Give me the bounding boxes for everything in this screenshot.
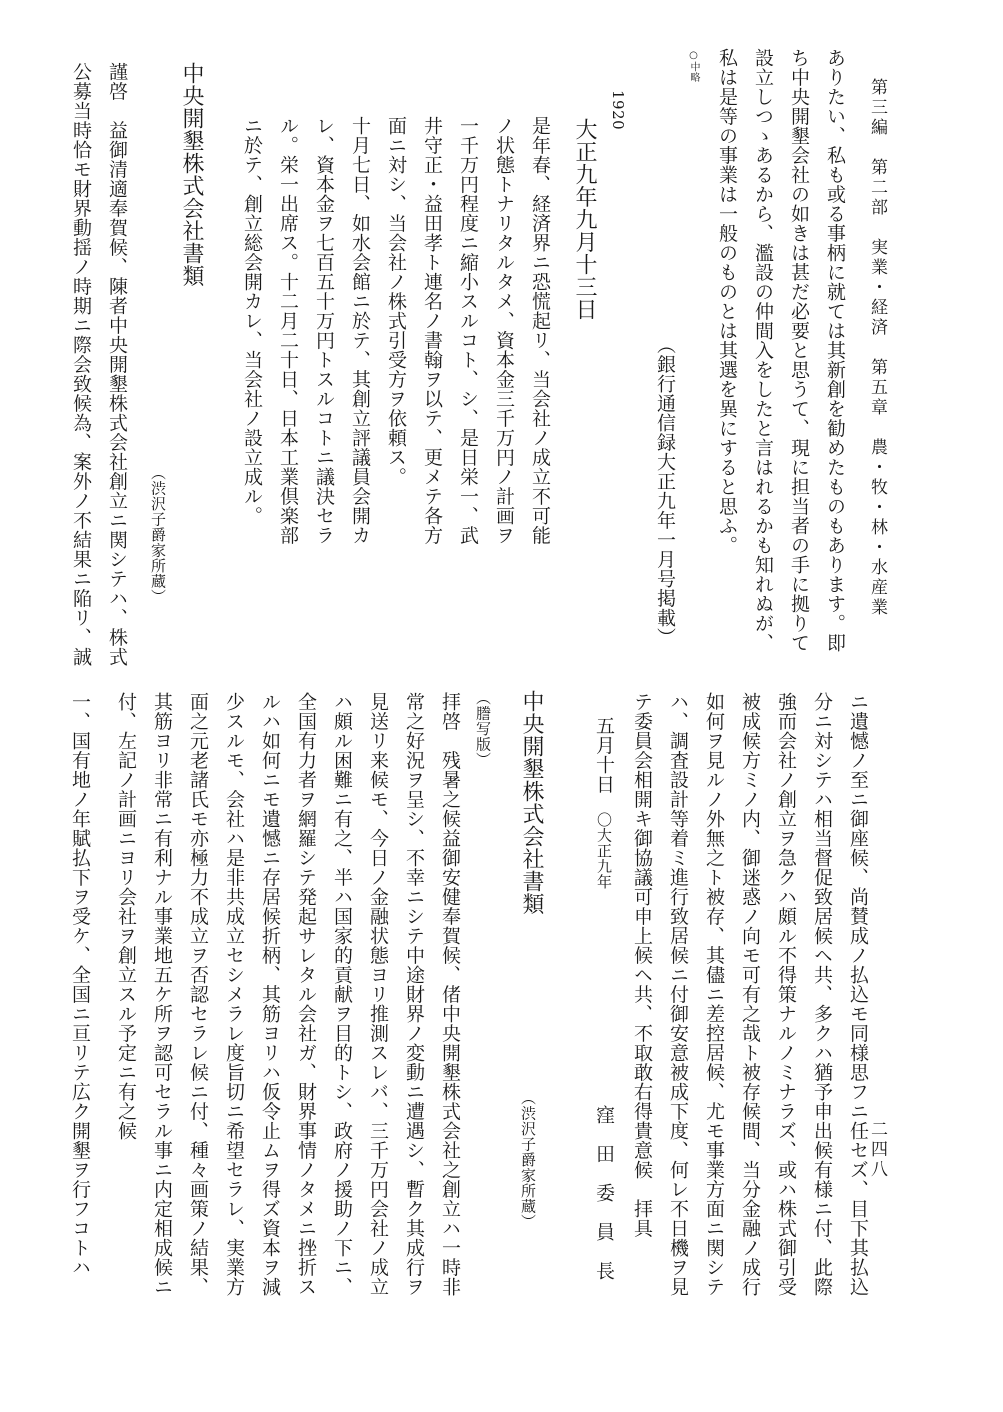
body-line: 見送リ来候モ、今日ノ金融状態ヨリ推測スレバ、三千万円会社ノ成立: [367, 692, 389, 1297]
body-line: 一千万円程度ニ縮小スルコト、シ、是日栄一、武: [457, 116, 479, 545]
letter-line: 公募当時恰モ財界動揺ノ時期ニ際会致候為、案外ノ不結果ニ陥リ、誠: [70, 62, 92, 667]
body-line: ノ状態トナリタルタメ、資本金三千万円ノ計画ヲ: [493, 116, 515, 545]
paragraph-line: 設立しつゝあるから、濫設の仲間入をしたと言はれるかも知れぬが、: [752, 48, 774, 653]
letter-cont-line: ハ、調査設計等着ミ進行致居候ニ付御安意被成下度、何レ不日機ヲ見: [667, 692, 689, 1297]
body-line: ニ於テ、創立総会開カレ、当会社ノ設立成ル。: [241, 116, 263, 526]
paragraph-line: 私は是等の事業は一般のものとは其選を異にすると思ふ。: [716, 48, 738, 555]
print-note: （謄写版）: [474, 690, 492, 768]
source-citation: （銀行通信録大正九年一月号掲載）: [654, 335, 676, 647]
letter-cont-line: 分ニ対シテハ相当督促致居候ヘ共、多クハ猶予申出候有様ニ付、此際: [811, 692, 833, 1297]
body-line: 拝啓 残暑之候益御安健奉賀候、偖中央開墾株式会社之創立ハ一時非: [439, 692, 461, 1297]
letter-cont-line: 如何ヲ見ルノ外無之ト被存、其儘ニ差控居候、尤モ事業方面ニ関シテ: [703, 692, 725, 1297]
document-source: （渋沢子爵家所蔵）: [149, 465, 167, 605]
body-line: ル。栄一出席ス。十二月二十日、日本工業倶楽部: [277, 116, 299, 545]
body-line: 全国有力者ヲ網羅シテ発起サレタル会社ガ、財界事情ノタメニ挫折ス: [295, 692, 317, 1297]
letter-cont-line: テ委員会相開キ御協議可申上候ヘ共、不取敢右得貴意候 拝具: [631, 692, 653, 1238]
body-line: 少スルモ、会社ハ是非共成立セシメラレ度旨切ニ希望セラレ、実業方: [223, 692, 245, 1297]
letter-line: 謹啓 益御清適奉賀候、陳者中央開墾株式会社創立ニ関シテハ、株式: [106, 62, 128, 667]
signature-name: 窪 田 委 員 長: [593, 1105, 615, 1281]
letter-cont-line: 強而会社ノ創立ヲ急クハ頗ル不得策ナルノミナラズ、或ハ株式御引受: [775, 692, 797, 1297]
letter-cont-line: 被成候方ミノ内、御迷惑ノ向モ可有之哉ト被存候間、当分金融ノ成行: [739, 692, 761, 1297]
signature-date: 五月十日: [593, 716, 615, 794]
page-number: 二四八: [867, 1120, 887, 1180]
body-line: 其筋ヨリ非常ニ有利ナル事業地五ケ所ヲ認可セラル事ニ内定相成候ニ: [151, 692, 173, 1297]
date-heading: 大正九年九月十三日: [572, 118, 597, 321]
body-line: 常之好況ヲ呈シ、不幸ニシテ中途財界ノ変動ニ遭遇シ、暫ク其成行ヲ: [403, 692, 425, 1297]
body-line: 一、国有地ノ年賦払下ヲ受ケ、全国ニ亘リテ広ク開墾ヲ行フコトハ: [69, 692, 91, 1277]
body-line: ルハ如何ニモ遺憾ニ存居候折柄、其筋ヨリハ仮令止ムヲ得ズ資本ヲ減: [259, 692, 281, 1297]
body-line: レ、資本金ヲ七百五十万円トスルコトニ議決セラ: [313, 116, 335, 545]
date-year: 1920: [609, 90, 627, 131]
running-header: 第三編 第二部 実業・経済 第五章 農・牧・林・水産業: [867, 78, 887, 618]
body-line: ハ頗ル困難ニ有之、半ハ国家的貢献ヲ目的トシ、政府ノ援助ノ下ニ、: [331, 692, 353, 1297]
document-source: （渋沢子爵家所蔵）: [519, 1090, 537, 1230]
body-line: 付、左記ノ計画ニヨリ会社ヲ創立スル予定ニ有之候: [115, 692, 137, 1141]
body-line: 井守正・益田孝ト連名ノ書翰ヲ以テ、更メテ各方: [421, 116, 443, 545]
body-line: 是年春、経済界ニ恐慌起リ、当会社ノ成立不可能: [529, 116, 551, 545]
paragraph-line: ありたい、私も或る事柄に就ては其新創を勧めたものもあります。即: [824, 48, 846, 653]
signature-era: 〇大正九年: [595, 812, 613, 890]
document-title: 中央開墾株式会社書類: [179, 62, 204, 287]
body-line: 面ニ対シ、当会社ノ株式引受方ヲ依頼ス。: [385, 116, 407, 487]
document-title: 中央開墾株式会社書類: [519, 690, 544, 915]
letter-cont-line: ニ遺憾ノ至ニ御座候、尚賛成ノ払込モ同様思フニ任セズ、目下其払込: [847, 692, 869, 1297]
body-line: 面之元老諸氏モ亦極力不成立ヲ否認セラレ候ニ付、種々画策ノ結果、: [187, 692, 209, 1297]
omission-mark: ○中略: [688, 50, 699, 83]
body-line: 十月七日、如水会館ニ於テ、其創立評議員会開カ: [349, 116, 371, 545]
paragraph-line: ち中央開墾会社の如きは甚だ必要と思うて、現に担当者の手に拠りて: [788, 48, 810, 653]
